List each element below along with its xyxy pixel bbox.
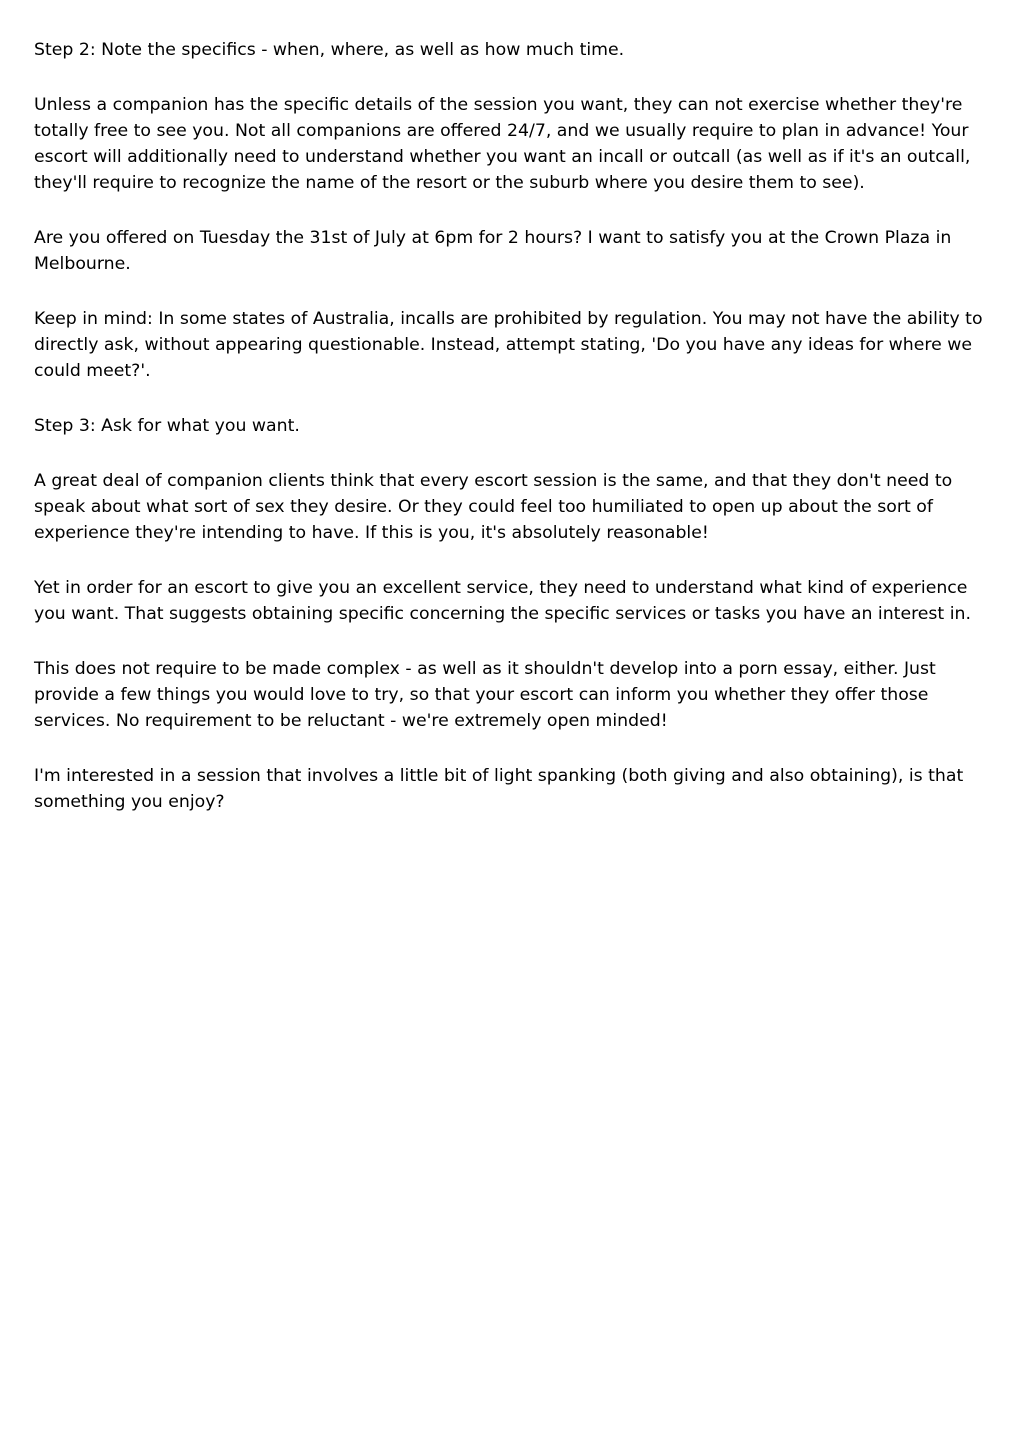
document-page [34, 37, 992, 844]
example-interest-paragraph: I'm interested in a session that involves a little bit of light spanking (both giving and also obtaining), is that something you enjoy? [34, 766, 964, 812]
service-understanding-paragraph: Yet in order for an escort to give you an excellent service, they need to understand what kind of experience you want. That suggests obtaining specific concerning the specific services or tasks you have an interest in. [34, 578, 971, 624]
keep-it-simple-paragraph: This does not require to be made complex - as well as it shouldn't develop into a porn essay, either. Just provide a few things you would love to try, so that your escort can inform you whether they offer those services. No requirement to be reluctant - we're extremely open minded! [34, 659, 936, 731]
keep-in-mind-paragraph: Keep in mind: In some states of Australia, incalls are prohibited by regulation. You may not have the ability to directly ask, without appearing questionable. Instead, attempt stating, 'Do you have any ideas for where we could meet?'. [34, 309, 983, 381]
example-request-paragraph: Are you offered on Tuesday the 31st of July at 6pm for 2 hours? I want to satisfy you at the Crown Plaza in Melbourne. [34, 228, 952, 274]
step-3-heading: Step 3: Ask for what you want. [34, 416, 300, 436]
session-details-paragraph: Unless a companion has the specific details of the session you want, they can not exercise whether they're totally free to see you. Not all companions are offered 24/7, and we usually require to plan in advance! Your escort will additionally need to understand whether you want an incall or outcall (as well as if it's an outcall, they'll require to recognize the name of the resort or the suburb where you desire them to see). [34, 95, 971, 193]
client-expectations-paragraph: A great deal of companion clients think that every escort session is the same, and that they don't need to speak about what sort of sex they desire. Or they could feel too humiliated to open up about the sort of experience they're intending to have. If this is you, it's absolutely reasonable! [34, 471, 953, 543]
step-2-heading: Step 2: Note the specifics - when, where, as well as how much time. [34, 40, 625, 60]
